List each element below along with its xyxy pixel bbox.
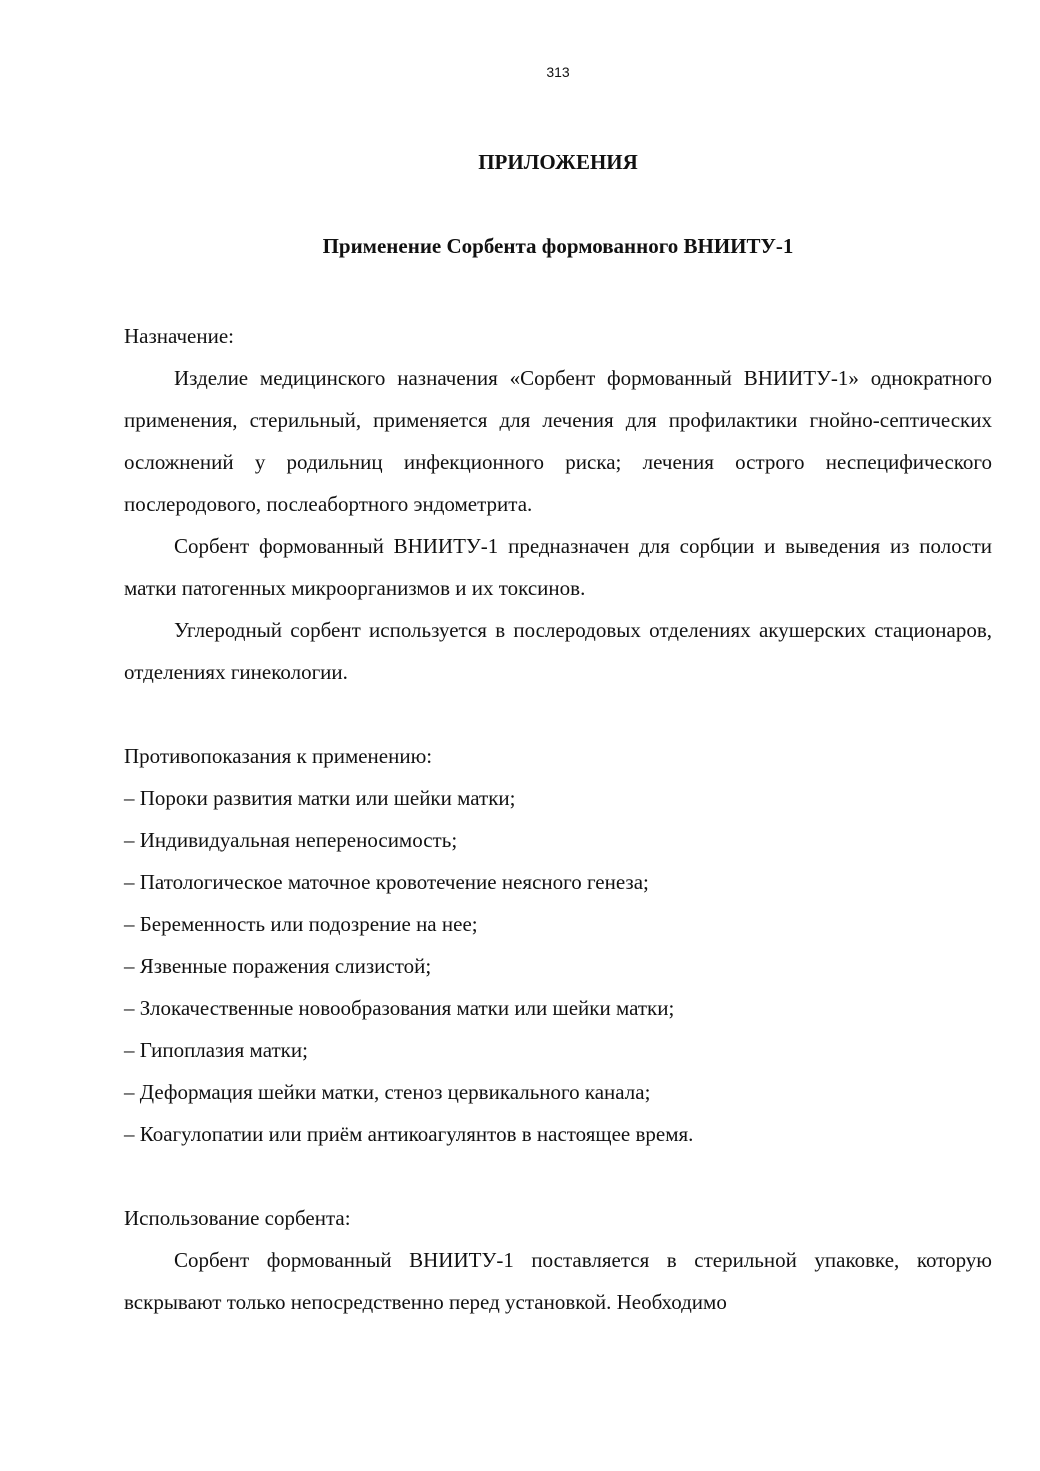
section-spacer (124, 1155, 992, 1197)
page-number: 313 (546, 64, 570, 80)
list-item: – Коагулопатии или приём антикоагулянтов в настоящее время. (124, 1122, 694, 1146)
contraindications-label: Противопоказания к применению: (124, 744, 433, 768)
purpose-paragraph: Изделие медицинского назначения «Сорбент формованный ВНИИТУ-1» однократного применения, стерильный, применяется для лечения для профилактики гнойно-септических осложнений у родильниц инфекционного риска; лечения острого неспецифического послеродового, послеабортного эндометрита. (124, 366, 992, 516)
list-item: – Злокачественные новообразования матки или шейки матки; (124, 996, 675, 1020)
purpose-paragraph: Сорбент формованный ВНИИТУ-1 предназначен для сорбции и выведения из полости матки патогенных микроорганизмов и их токсинов. (124, 534, 992, 600)
usage-label: Использование сорбента: (124, 1206, 351, 1230)
purpose-paragraph: Углеродный сорбент используется в послеродовых отделениях акушерских стационаров, отделениях гинекологии. (124, 618, 992, 684)
document-body (124, 315, 992, 1323)
list-item: – Пороки развития матки или шейки матки; (124, 786, 516, 810)
page-title: ПРИЛОЖЕНИЯ (478, 150, 638, 174)
usage-paragraph: Сорбент формованный ВНИИТУ-1 поставляется в стерильной упаковке, которую вскрывают только непосредственно перед установкой. Необходимо (124, 1248, 992, 1314)
list-item: – Деформация шейки матки, стеноз цервикального канала; (124, 1080, 651, 1104)
list-item: – Индивидуальная непереносимость; (124, 828, 458, 852)
contraindications-list (124, 777, 992, 1155)
purpose-label: Назначение: (124, 324, 235, 348)
list-item: – Язвенные поражения слизистой; (124, 954, 432, 978)
list-item: – Беременность или подозрение на нее; (124, 912, 478, 936)
list-item: – Патологическое маточное кровотечение неясного генеза; (124, 870, 649, 894)
list-item: – Гипоплазия матки; (124, 1038, 308, 1062)
section-spacer (124, 693, 992, 735)
section-title: Применение Сорбента формованного ВНИИТУ-1 (322, 234, 794, 258)
